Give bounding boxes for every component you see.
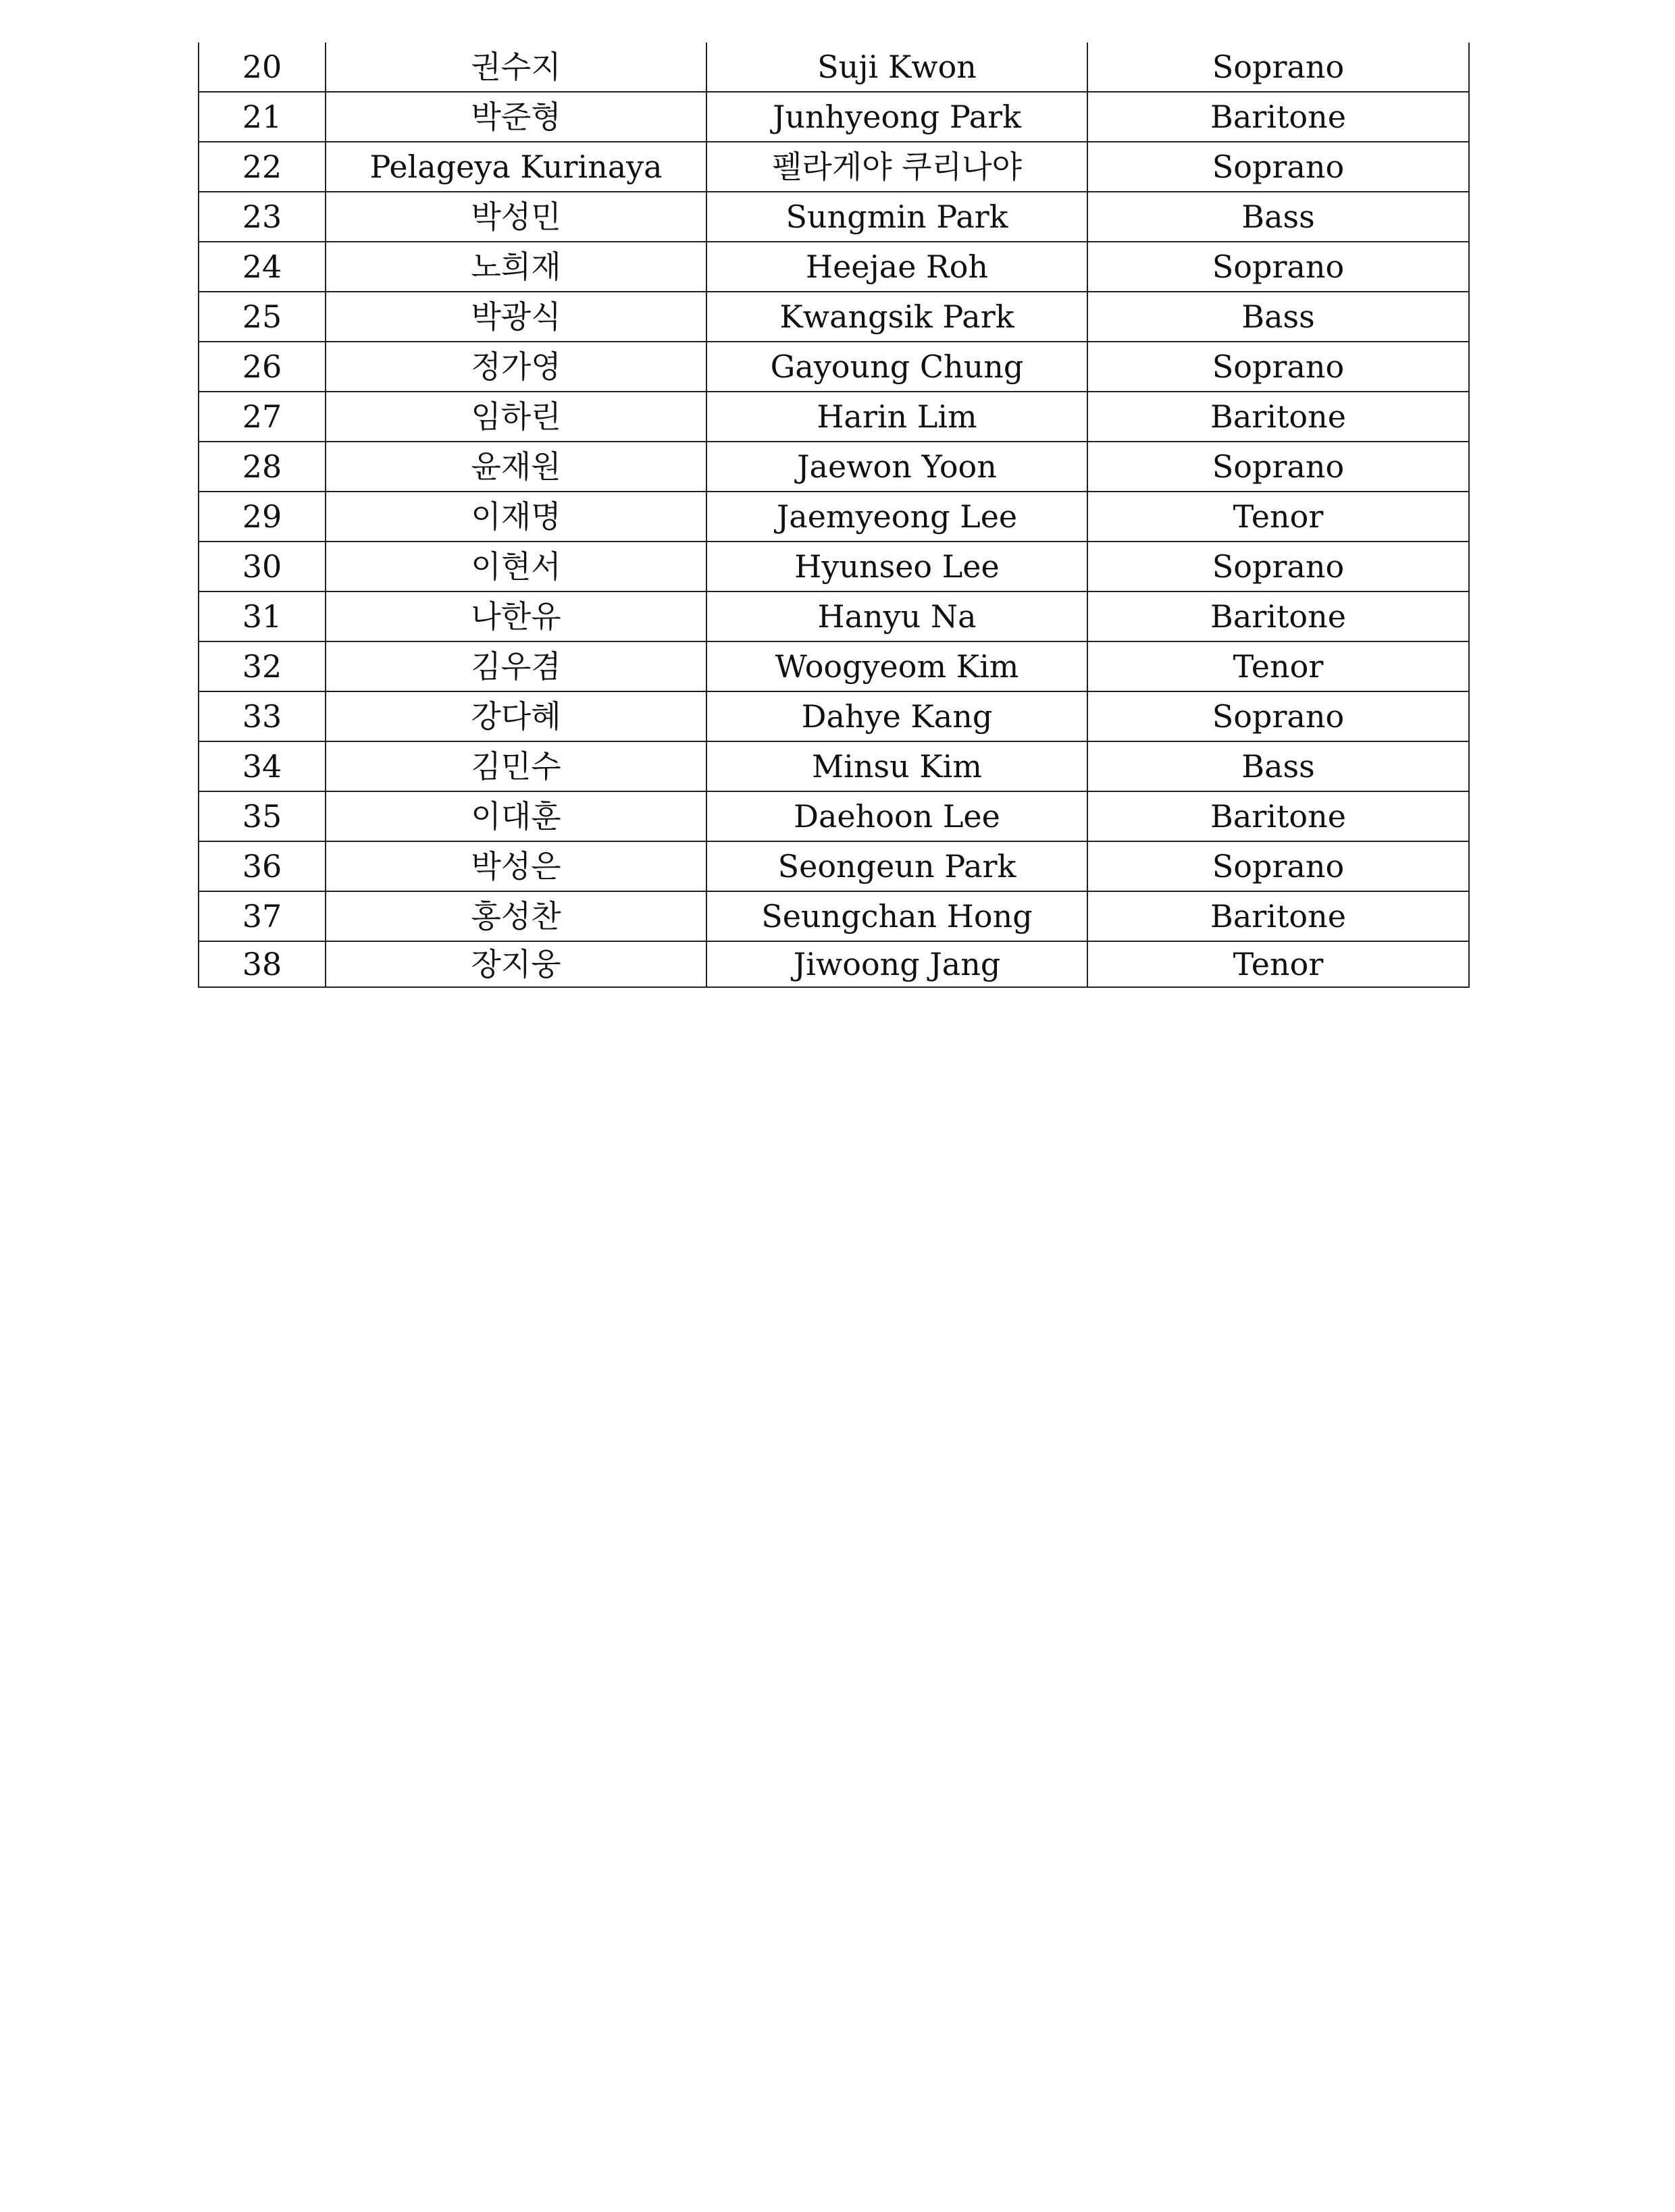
name-cell: Pelageya Kurinaya: [326, 142, 706, 192]
name-cell: 홍성찬: [326, 891, 706, 941]
voice-part: Soprano: [1087, 691, 1469, 741]
name-cell: Harin Lim: [706, 392, 1087, 442]
row-number: 21: [199, 92, 326, 142]
voice-part: Soprano: [1087, 442, 1469, 492]
name-cell: Kwangsik Park: [706, 292, 1087, 342]
name-cell: Minsu Kim: [706, 741, 1087, 791]
voice-part: Soprano: [1087, 542, 1469, 591]
voice-part: Soprano: [1087, 841, 1469, 891]
row-number: 23: [199, 192, 326, 242]
name-cell: 나한유: [326, 591, 706, 641]
name-cell: 임하린: [326, 392, 706, 442]
name-cell: 박광식: [326, 292, 706, 342]
table-row: [199, 292, 1469, 342]
name-cell: Hyunseo Lee: [706, 542, 1087, 591]
voice-part: Soprano: [1087, 142, 1469, 192]
row-number: 34: [199, 741, 326, 791]
name-cell: 이재명: [326, 492, 706, 542]
name-cell: Suji Kwon: [706, 43, 1087, 92]
row-number: 30: [199, 542, 326, 591]
table-row: [199, 442, 1469, 492]
row-number: 25: [199, 292, 326, 342]
table-row: [199, 791, 1469, 841]
voice-part: Tenor: [1087, 641, 1469, 691]
table-row: [199, 242, 1469, 292]
name-cell: Jaemyeong Lee: [706, 492, 1087, 542]
table-row: [199, 641, 1469, 691]
name-cell: Dahye Kang: [706, 691, 1087, 741]
row-number: 32: [199, 641, 326, 691]
table-row: [199, 342, 1469, 392]
voice-part: Soprano: [1087, 342, 1469, 392]
name-cell: Hanyu Na: [706, 591, 1087, 641]
voice-part: Baritone: [1087, 891, 1469, 941]
voice-part: Bass: [1087, 741, 1469, 791]
name-cell: 권수지: [326, 43, 706, 92]
name-cell: 박준형: [326, 92, 706, 142]
name-cell: 정가영: [326, 342, 706, 392]
table-row: [199, 142, 1469, 192]
roster-table: [198, 43, 1470, 988]
name-cell: 펠라게야 쿠리나야: [706, 142, 1087, 192]
row-number: 35: [199, 791, 326, 841]
row-number: 33: [199, 691, 326, 741]
name-cell: 윤재원: [326, 442, 706, 492]
voice-part: Baritone: [1087, 791, 1469, 841]
name-cell: 노희재: [326, 242, 706, 292]
row-number: 20: [199, 43, 326, 92]
name-cell: Seongeun Park: [706, 841, 1087, 891]
name-cell: Sungmin Park: [706, 192, 1087, 242]
name-cell: 김민수: [326, 741, 706, 791]
name-cell: Jaewon Yoon: [706, 442, 1087, 492]
row-number: 22: [199, 142, 326, 192]
row-number: 28: [199, 442, 326, 492]
row-number: 36: [199, 841, 326, 891]
voice-part: Baritone: [1087, 92, 1469, 142]
name-cell: 이대훈: [326, 791, 706, 841]
voice-part: Soprano: [1087, 242, 1469, 292]
table-row: [199, 841, 1469, 891]
table-row: [199, 691, 1469, 741]
row-number: 27: [199, 392, 326, 442]
voice-part: Soprano: [1087, 43, 1469, 92]
table-row: [199, 43, 1469, 92]
row-number: 26: [199, 342, 326, 392]
table-row: [199, 492, 1469, 542]
name-cell: 김우겸: [326, 641, 706, 691]
name-cell: Seungchan Hong: [706, 891, 1087, 941]
row-number: 31: [199, 591, 326, 641]
table-row: [199, 92, 1469, 142]
voice-part: Bass: [1087, 292, 1469, 342]
name-cell: Woogyeom Kim: [706, 641, 1087, 691]
row-number: 38: [199, 941, 326, 987]
name-cell: Gayoung Chung: [706, 342, 1087, 392]
table-row: [199, 741, 1469, 791]
name-cell: 박성민: [326, 192, 706, 242]
table-row: [199, 941, 1469, 987]
name-cell: Jiwoong Jang: [706, 941, 1087, 987]
name-cell: 강다혜: [326, 691, 706, 741]
name-cell: 장지웅: [326, 941, 706, 987]
row-number: 37: [199, 891, 326, 941]
table-row: [199, 192, 1469, 242]
voice-part: Baritone: [1087, 392, 1469, 442]
row-number: 29: [199, 492, 326, 542]
roster-table-body: [199, 43, 1469, 987]
voice-part: Bass: [1087, 192, 1469, 242]
name-cell: Heejae Roh: [706, 242, 1087, 292]
name-cell: 이현서: [326, 542, 706, 591]
voice-part: Baritone: [1087, 591, 1469, 641]
table-row: [199, 891, 1469, 941]
row-number: 24: [199, 242, 326, 292]
table-row: [199, 392, 1469, 442]
name-cell: 박성은: [326, 841, 706, 891]
voice-part: Tenor: [1087, 492, 1469, 542]
voice-part: Tenor: [1087, 941, 1469, 987]
table-row: [199, 591, 1469, 641]
name-cell: Daehoon Lee: [706, 791, 1087, 841]
name-cell: Junhyeong Park: [706, 92, 1087, 142]
table-row: [199, 542, 1469, 591]
